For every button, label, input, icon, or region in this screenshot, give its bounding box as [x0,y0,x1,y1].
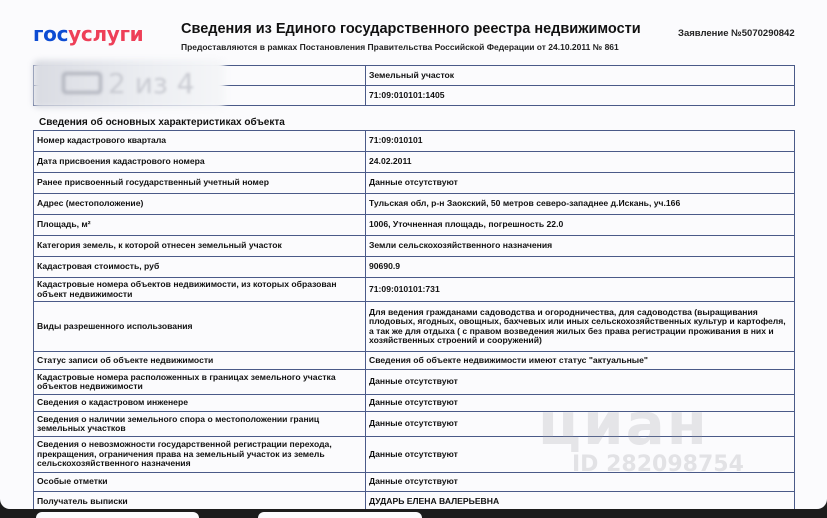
row-value: Данные отсутствуют [366,395,795,412]
row-label: Виды разрешенного использования [34,302,366,352]
logo-part-gos: гос [33,22,69,46]
pages-icon [62,72,102,94]
row-value: Тульская обл, р-н Заокский, 50 метров северо-западнее д.Искань, уч.166 [366,194,795,215]
row-value: 1006, Уточненная площадь, погрешность 22.0 [366,215,795,236]
row-value: 71:09:010101:1405 [366,86,795,106]
document-header [0,0,827,62]
row-label: Кадастровая стоимость, руб [34,257,366,278]
row-label: Номер кадастрового квартала [34,131,366,152]
bottom-action-button-right[interactable] [258,512,422,518]
bottom-action-button-left[interactable] [36,512,199,518]
section-title: Сведения об основных характеристиках объекта [39,117,285,128]
document-title: Сведения из Единого государственного реестра недвижимости [181,21,641,37]
row-label: Дата присвоения кадастрового номера [34,152,366,173]
row-label: Получатель выписки [34,492,366,510]
row-value: Для ведения гражданами садоводства и огородничества, для садоводства (выращивания плодовых, ягодных, овощных, бахчевых или иных сельскохозяйственных культур и картофеля, а так же для отдыха ( с правом возведения жилых без права регистрации проживания в них и хозяйственных строений и сооружений) [366,302,795,352]
row-label: Категория земель, к которой отнесен земельный участок [34,236,366,257]
row-label: Адрес (местоположение) [34,194,366,215]
table-row [34,173,795,194]
table-row [34,492,795,510]
row-value: 24.02.2011 [366,152,795,173]
application-number: Заявление №5070290842 [678,28,795,39]
table-row [34,152,795,173]
table-row [34,131,795,152]
row-label: Сведения о наличии земельного спора о местоположении границ земельных участков [34,412,366,437]
row-label: Кадастровые номера расположенных в границах земельного участка объектов недвижимости [34,370,366,395]
row-label: Кадастровые номера объектов недвижимости, из которых образован объект недвижимости [34,278,366,302]
row-label: Статус записи об объекте недвижимости [34,352,366,370]
document-subtitle: Предоставляются в рамках Постановления Правительства Российской Федерации от 24.10.2011 № 861 [181,42,619,52]
row-value: Данные отсутствуют [366,173,795,194]
gosuslugi-logo [33,22,143,46]
row-label: Площадь, м² [34,215,366,236]
row-value: 90690.9 [366,257,795,278]
row-value: Данные отсутствуют [366,437,795,473]
table-row [34,194,795,215]
table-row [34,302,795,352]
row-value: ДУДАРЬ ЕЛЕНА ВАЛЕРЬЕВНА [366,492,795,510]
table-row [34,215,795,236]
row-label: Особые отметки [34,473,366,492]
row-label: Ранее присвоенный государственный учетный номер [34,173,366,194]
row-value: Данные отсутствуют [366,412,795,437]
table-row [34,278,795,302]
row-value: 71:09:010101:731 [366,278,795,302]
table-row [34,257,795,278]
row-value: Данные отсутствуют [366,473,795,492]
row-label: Сведения о кадастровом инженере [34,395,366,412]
row-value: Земли сельскохозяйственного назначения [366,236,795,257]
row-label: Сведения о невозможности государственной регистрации перехода, прекращения, ограничения права на земельный участок из земель сельскохозяйственного назначения [34,437,366,473]
watermark-id: ID 282098754 [572,452,744,477]
row-value: Сведения об объекте недвижимости имеют статус "актуальные" [366,352,795,370]
logo-part-uslugi: услуги [68,22,144,46]
row-value: Земельный участок [366,66,795,86]
row-value: 71:09:010101 [366,131,795,152]
page-indicator: 2 из 4 [108,67,195,100]
cian-watermark: циан [538,390,709,458]
row-value: Данные отсутствуют [366,370,795,395]
table-row [34,236,795,257]
table-row [34,352,795,370]
